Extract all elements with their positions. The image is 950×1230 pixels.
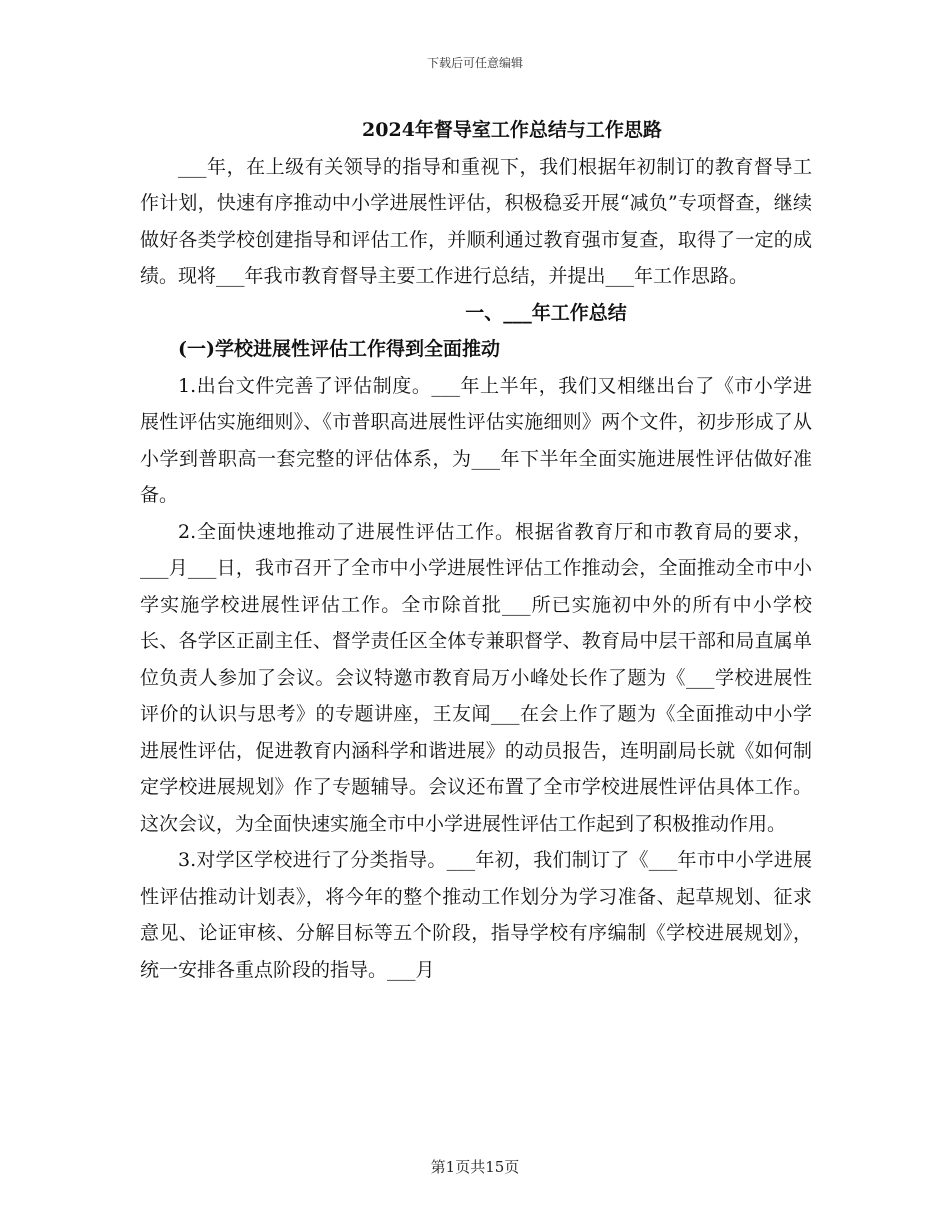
intro-paragraph: ___年，在上级有关领导的指导和重视下，我们根据年初制订的教育督导工作计划，快速有序推动中小学进展性评估，积极稳妥开展“减负”专项督查，继续做好各类学校创建指导和评估工作，并顺利通过教育强市复查，取得了一定的成绩。现将___年我市教育督导主要工作进行总结，并提出___年工作思路。 [140,155,812,287]
subsection-heading: (一)学校进展性评估工作得到全面推动 [178,338,500,360]
paragraph-item-1: 1.出台文件完善了评估制度。___年上半年，我们又相继出台了《市小学进展性评估实施细则》、《市普职高进展性评估实施细则》两个文件，初步形成了从小学到普职高一套完整的评估体系，为___年下半年全面实施进展性评估做好准备。 [140,374,812,506]
paragraph-item-2: 2.全面快速地推动了进展性评估工作。根据省教育厅和市教育局的要求，___月___日，我市召开了全市中小学进展性评估工作推动会，全面推动全市中小学实施学校进展性评估工作。全市除首批___所已实施初中外的所有中小学校长、各学区正副主任、督学责任区全体专兼职督学、教育局中层干部和局直属单位负责人参加了会议。会议特邀市教育局万小峰处长作了题为《___学校进展性评价的认识与思考》的专题讲座，王友闻___在会上作了题为《全面推动中小学进展性评估，促进教育内涵科学和谐进展》的动员报告，连明副局长就《如何制定学校进展规划》作了专题辅导。会议还布置了全市学校进展性评估具体工作。这次会议，为全面快速实施全市中小学进展性评估工作起到了积极推动作用。 [140,520,812,835]
document-body [140,112,812,988]
page-footer: 第1页共15页 [430,1158,520,1176]
page-header: 下载后可任意编辑 [426,56,523,70]
section-heading: 一、___年工作总结 [465,301,627,324]
paragraph-item-3: 3.对学区学校进行了分类指导。___年初，我们制订了《___年市中小学进展性评估推动计划表》，将今年的整个推动工作划分为学习准备、起草规划、征求意见、论证审核、分解目标等五个阶段，指导学校有序编制《学校进展规划》，统一安排各重点阶段的指导。___月 [140,849,812,981]
document-title: 2024年督导室工作总结与工作思路 [362,119,662,141]
